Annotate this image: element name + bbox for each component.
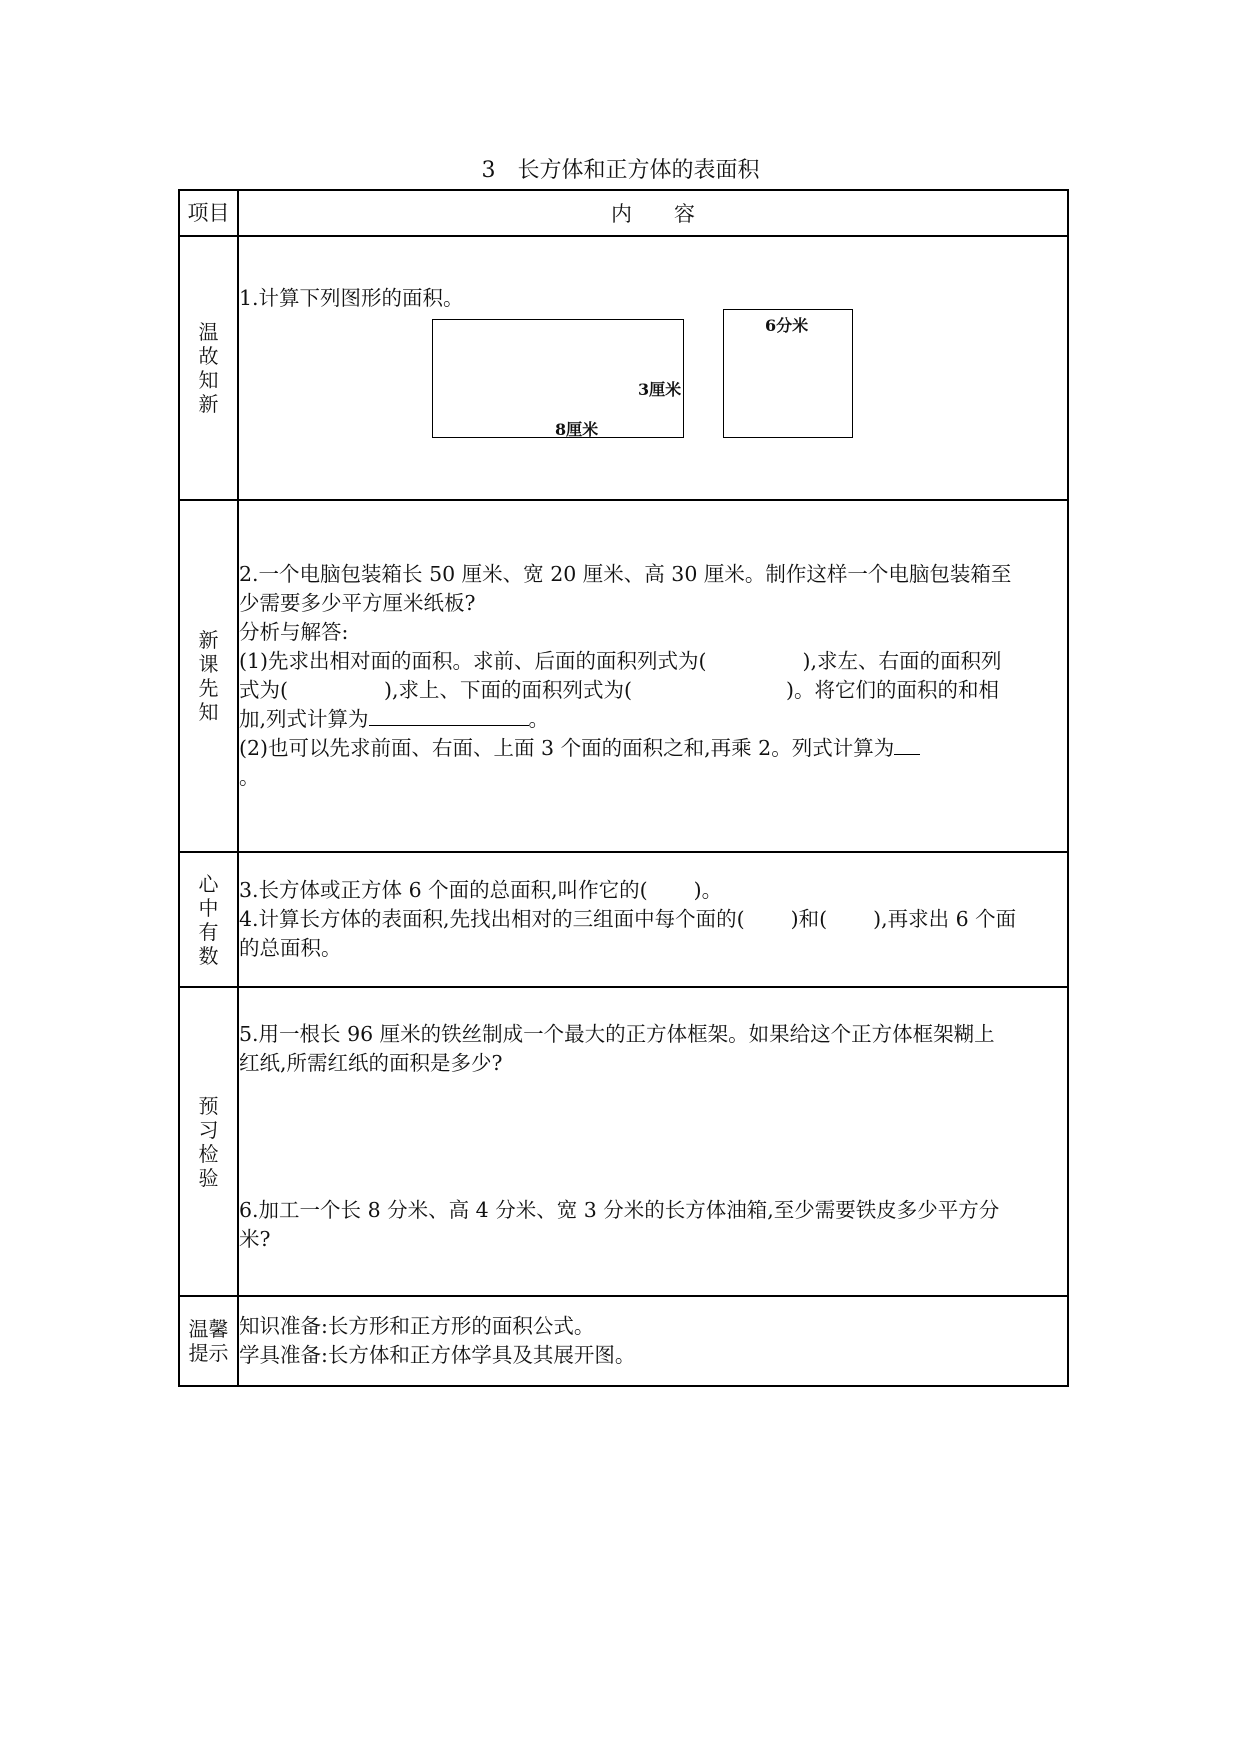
square-side-label: 6分米 bbox=[765, 315, 809, 335]
row-preview bbox=[179, 987, 1068, 1296]
question-2-line1: 2.一个电脑包装箱长 50 厘米、宽 20 厘米、高 30 厘米。制作这样一个电脑包装箱至 bbox=[239, 562, 1012, 586]
worksheet-table bbox=[178, 189, 1069, 1387]
answer-underline[interactable] bbox=[369, 705, 529, 726]
answer-space[interactable] bbox=[239, 1078, 1067, 1196]
row-newlesson bbox=[179, 500, 1068, 852]
answer-underline[interactable] bbox=[894, 734, 920, 755]
part-1-line3: 加,列式计算为 。 bbox=[239, 707, 550, 731]
part-1-line1: (1)先求出相对面的面积。求前、后面的面积列式为( ),求左、右面的面积列 bbox=[239, 649, 1002, 673]
header-row bbox=[179, 190, 1068, 236]
part-2-line2: 。 bbox=[239, 765, 260, 789]
question-6-line1: 6.加工一个长 8 分米、高 4 分米、宽 3 分米的长方体油箱,至少需要铁皮多少平方分 bbox=[239, 1198, 1000, 1222]
row-label-newlesson: 新课先知 bbox=[198, 628, 219, 724]
page-title: 3 长方体和正方体的表面积 bbox=[481, 158, 760, 183]
question-5-line1: 5.用一根长 96 厘米的铁丝制成一个最大的正方体框架。如果给这个正方体框架糊上 bbox=[239, 1022, 995, 1046]
question-5-line2: 红纸,所需红纸的面积是多少? bbox=[239, 1051, 503, 1075]
rect-width-label: 8厘米 bbox=[555, 419, 599, 439]
question-3: 3.长方体或正方体 6 个面的总面积,叫作它的( )。 bbox=[239, 878, 723, 902]
question-2-line2: 少需要多少平方厘米纸板? bbox=[239, 591, 476, 615]
tip-knowledge: 知识准备:长方形和正方形的面积公式。 bbox=[239, 1314, 595, 1338]
question-6-line2: 米? bbox=[239, 1227, 271, 1251]
row-mind bbox=[179, 852, 1068, 987]
part-2-line1: (2)也可以先求前面、右面、上面 3 个面的面积之和,再乘 2。列式计算为 bbox=[239, 734, 1067, 763]
part-1-line2: 式为( ),求上、下面的面积列式为( )。将它们的面积的和相 bbox=[239, 678, 1000, 702]
tip-tools: 学具准备:长方体和正方体学具及其展开图。 bbox=[239, 1343, 636, 1367]
row-label-preview: 预习检验 bbox=[198, 1093, 219, 1190]
row-tips bbox=[179, 1296, 1068, 1386]
row-label-tips: 温馨提示 bbox=[188, 1317, 229, 1365]
question-4-line2: 的总面积。 bbox=[239, 936, 342, 960]
question-4-line1: 4.计算长方体的表面积,先找出相对的三组面中每个面的( )和( ),再求出 6 个面 bbox=[239, 907, 1017, 931]
analysis-heading: 分析与解答: bbox=[239, 620, 349, 644]
header-content: 内 容 bbox=[238, 190, 1068, 236]
header-item: 项目 bbox=[179, 190, 238, 236]
rect-height-label: 3厘米 bbox=[638, 379, 682, 399]
figure-area bbox=[239, 313, 1067, 453]
row-label-mind: 心中有数 bbox=[198, 871, 219, 968]
question-1: 1.计算下列图形的面积。 bbox=[239, 285, 464, 310]
row-review bbox=[179, 236, 1068, 500]
row-label-review: 温故知新 bbox=[198, 320, 219, 416]
